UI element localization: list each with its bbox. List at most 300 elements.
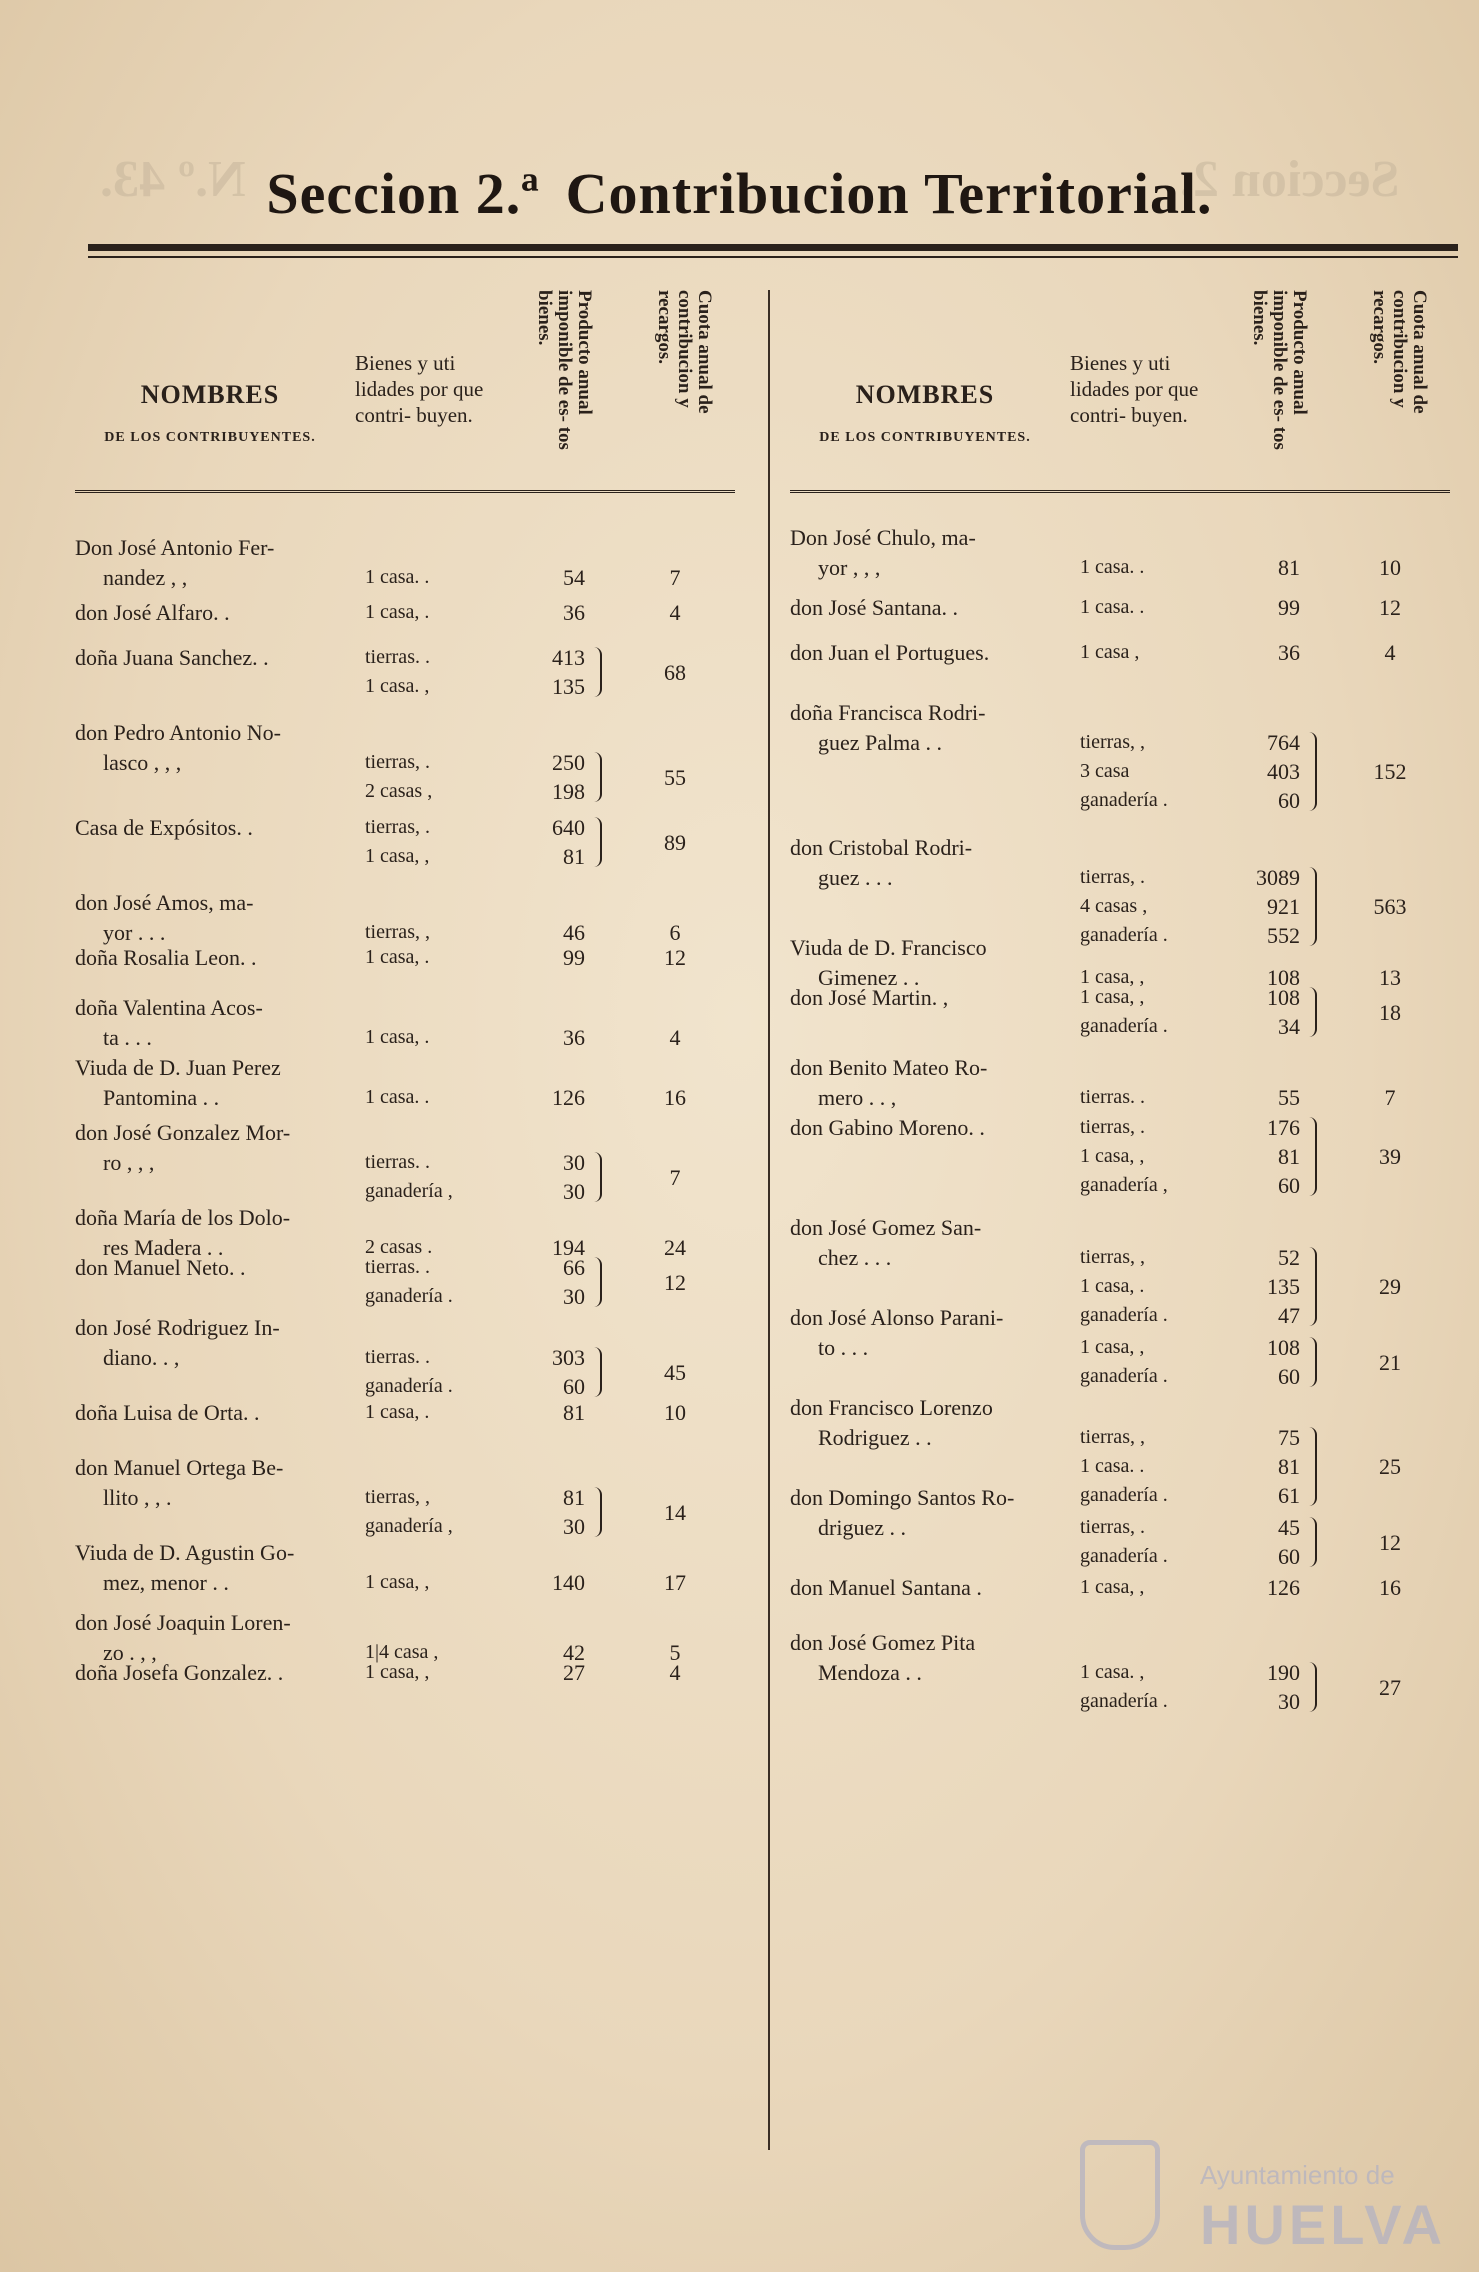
cuota-value: 4	[669, 1025, 681, 1050]
cuota-value: 39	[1379, 1144, 1401, 1169]
cuota-value: 7	[669, 565, 681, 590]
product-value: 30	[563, 1284, 585, 1309]
contributor-name-line: Mendoza . .	[818, 1660, 922, 1685]
contributor-name	[790, 1483, 1060, 1543]
contributor-name-line: doña Josefa Gonzalez. .	[75, 1660, 284, 1685]
goods-item: 1 casa, ,	[1080, 966, 1145, 988]
contributor-name	[790, 983, 1060, 1013]
cuota-value: 14	[664, 1499, 686, 1525]
cuota-value: 16	[1379, 1575, 1401, 1600]
goods-item: 1 casa. ,	[1080, 1661, 1145, 1683]
contributor-name-line: don Pedro Antonio No-	[75, 720, 281, 745]
product-value: 764	[1267, 730, 1300, 755]
goods-item: ganadería .	[1080, 924, 1168, 946]
product-value: 552	[1267, 923, 1300, 948]
product-values	[1210, 1083, 1300, 1112]
product-values	[495, 598, 585, 627]
left-column	[75, 270, 735, 1685]
cuota-value: 10	[1379, 555, 1401, 580]
header-cuota: Cuota anual de contribucion y recargos.	[654, 290, 715, 414]
goods-item: ganadería .	[1080, 1365, 1168, 1387]
goods-item: 1 casa, ,	[1080, 1336, 1145, 1358]
goods-item: ganadería .	[365, 1375, 453, 1397]
goods-item: ganadería .	[1080, 1690, 1168, 1712]
contributor-name-line: doña Luisa de Orta. .	[75, 1400, 260, 1425]
goods-list	[1080, 863, 1230, 950]
cuota-value: 16	[664, 1085, 686, 1110]
product-value: 99	[1278, 595, 1300, 620]
cuota-value: 13	[1379, 965, 1401, 990]
contributor-name-line: doña María de los Dolo-	[75, 1205, 291, 1230]
left-table-header	[75, 270, 735, 493]
goods-item: tierras, ,	[1080, 731, 1145, 753]
contributor-name-line: ro , , ,	[103, 1150, 155, 1175]
header-bienes: Bienes y uti lidades por que contri- buyen.	[1070, 351, 1199, 427]
goods-item: 1 casa, .	[365, 601, 430, 623]
product-value: 46	[563, 920, 585, 945]
goods-list	[1080, 553, 1230, 582]
product-value: 55	[1278, 1085, 1300, 1110]
cuota-value: 152	[1373, 759, 1407, 784]
contributor-name-line: don José Rodriguez In-	[75, 1315, 280, 1340]
goods-list	[365, 598, 515, 627]
goods-item: ganadería .	[365, 1285, 453, 1307]
goods-item: 4 casas ,	[1080, 895, 1148, 917]
cuota-value: 17	[664, 1570, 686, 1595]
contributor-name	[790, 1053, 1060, 1113]
header-producto: Producto anual imponible de es- tos bienes.	[1249, 290, 1310, 450]
product-values	[1210, 1113, 1300, 1200]
goods-item: tierras, .	[365, 816, 430, 838]
contributor-name-line: don Cristobal Rodri-	[790, 835, 973, 860]
goods-item: 1 casa, .	[365, 1026, 430, 1048]
brace	[590, 752, 602, 802]
brace	[590, 1257, 602, 1307]
product-value: 921	[1267, 894, 1300, 919]
contributor-name	[75, 1313, 345, 1373]
product-values	[1210, 1243, 1300, 1330]
product-value: 34	[1278, 1014, 1300, 1039]
product-values	[495, 943, 585, 972]
product-values	[495, 813, 585, 871]
product-values	[1210, 863, 1300, 950]
contributor-name	[75, 718, 345, 778]
goods-item: ganadería .	[1080, 1304, 1168, 1326]
cuota-value: 7	[669, 1164, 681, 1190]
watermark-line1: Ayuntamiento de	[1200, 2160, 1395, 2190]
contributor-name	[75, 1538, 345, 1598]
goods-list	[365, 1568, 515, 1597]
contributor-name-line: res Madera . .	[103, 1235, 224, 1260]
contributor-name	[75, 1398, 345, 1428]
goods-list	[1080, 983, 1230, 1041]
contributor-name-line: ta . . .	[103, 1025, 152, 1050]
product-value: 250	[552, 750, 585, 775]
contributor-name-line: Viuda de D. Juan Perez	[75, 1055, 281, 1080]
contributor-name	[790, 1393, 1060, 1453]
goods-item: tierras. .	[365, 1256, 430, 1278]
brace	[1305, 1662, 1317, 1712]
contributor-name-line: don Domingo Santos Ro-	[790, 1485, 1015, 1510]
goods-list	[365, 1658, 515, 1687]
goods-item: 1 casa, ,	[365, 1571, 430, 1593]
contributor-name	[790, 1628, 1060, 1688]
goods-item: 1 casa, ,	[365, 1661, 430, 1683]
goods-item: tierras. .	[365, 1346, 430, 1368]
header-cuota: Cuota anual de contribucion y recargos.	[1369, 290, 1430, 414]
goods-item: 1 casa. .	[1080, 1455, 1145, 1477]
contributor-name-line: Don José Chulo, ma-	[790, 525, 976, 550]
contributor-name-line: guez Palma . .	[818, 730, 943, 755]
product-values	[495, 1398, 585, 1427]
product-values	[1210, 593, 1300, 622]
goods-item: ganadería .	[1080, 789, 1168, 811]
product-values	[1210, 1658, 1300, 1716]
brace	[1305, 1337, 1317, 1387]
cuota-value: 563	[1373, 894, 1407, 919]
goods-item: 1 casa. .	[1080, 556, 1145, 578]
goods-item: 1 casa, ,	[1080, 1576, 1145, 1598]
product-values	[495, 643, 585, 701]
contributor-name-line: Rodriguez . .	[818, 1425, 932, 1450]
cuota-value: 12	[1379, 595, 1401, 620]
title-rule-thick	[88, 244, 1458, 251]
goods-list	[1080, 638, 1230, 667]
product-value: 108	[1267, 985, 1300, 1010]
contributor-name-line: don Gabino Moreno. .	[790, 1115, 985, 1140]
product-value: 640	[552, 815, 585, 840]
goods-list	[365, 563, 515, 592]
contributor-name-line: driguez . .	[818, 1515, 906, 1540]
goods-list	[365, 1483, 515, 1541]
product-value: 61	[1278, 1483, 1300, 1508]
product-values	[495, 563, 585, 592]
contributor-name	[790, 1113, 1060, 1143]
contributor-name-line: don Francisco Lorenzo	[790, 1395, 993, 1420]
goods-list	[365, 943, 515, 972]
column-divider	[768, 290, 770, 2150]
product-value: 108	[1267, 1335, 1300, 1360]
cuota-value: 12	[664, 1269, 686, 1295]
contributor-name-line: don José Gomez Pita	[790, 1630, 976, 1655]
bleed-through-right: Seccion 2.	[1180, 151, 1400, 208]
product-value: 30	[563, 1179, 585, 1204]
goods-list	[365, 813, 515, 871]
goods-item: 1 casa, .	[1080, 1275, 1145, 1297]
contributor-name	[790, 638, 1060, 668]
cuota-value: 68	[664, 659, 686, 685]
brace	[590, 817, 602, 867]
goods-item: 2 casas .	[365, 1236, 433, 1258]
goods-item: ganadería .	[1080, 1484, 1168, 1506]
product-value: 42	[563, 1640, 585, 1665]
header-producto: Producto anual imponible de es- tos bienes.	[534, 290, 595, 450]
goods-item: 2 casas ,	[365, 780, 433, 802]
goods-list	[1080, 593, 1230, 622]
product-value: 36	[563, 1025, 585, 1050]
cuota-value: 29	[1379, 1274, 1401, 1299]
contributor-name-line: Don José Antonio Fer-	[75, 535, 275, 560]
brace	[590, 1347, 602, 1397]
product-value: 126	[1267, 1575, 1300, 1600]
contributor-name	[75, 598, 345, 628]
contributor-name-line: mero . . ,	[818, 1085, 897, 1110]
goods-list	[365, 1083, 515, 1112]
product-value: 27	[563, 1660, 585, 1685]
product-value: 176	[1267, 1115, 1300, 1140]
contributor-name-line: doña Juana Sanchez. .	[75, 645, 269, 670]
product-value: 135	[552, 674, 585, 699]
product-value: 135	[1267, 1274, 1300, 1299]
product-value: 36	[563, 600, 585, 625]
contributor-name-line: don Juan el Portugues.	[790, 640, 990, 665]
product-values	[1210, 553, 1300, 582]
header-names-big: NOMBRES	[855, 380, 995, 409]
brace	[1305, 1247, 1317, 1326]
goods-list	[1080, 728, 1230, 815]
contributor-name-line: Viuda de D. Francisco	[790, 935, 987, 960]
cuota-value: 27	[1379, 1674, 1401, 1700]
product-value: 45	[1278, 1515, 1300, 1540]
product-value: 140	[552, 1570, 585, 1595]
product-value: 75	[1278, 1425, 1300, 1450]
contributor-name-line: mez, menor . .	[103, 1570, 229, 1595]
contributor-name-line: doña Valentina Acos-	[75, 995, 263, 1020]
header-names-big: NOMBRES	[140, 380, 280, 409]
product-value: 52	[1278, 1245, 1300, 1270]
product-values	[495, 1568, 585, 1597]
contributor-name	[790, 593, 1060, 623]
goods-list	[365, 1343, 515, 1401]
contributor-name-line: lasco , , ,	[103, 750, 182, 775]
goods-list	[1080, 1513, 1230, 1571]
contributor-name-line: don José Gomez San-	[790, 1215, 982, 1240]
product-value: 30	[563, 1514, 585, 1539]
contributor-name-line: zo . , ,	[103, 1640, 157, 1665]
brace	[1305, 1517, 1317, 1567]
coat-of-arms-icon	[1080, 2140, 1160, 2250]
product-value: 403	[1267, 759, 1300, 784]
cuota-value: 10	[664, 1400, 686, 1425]
goods-item: tierras, ,	[365, 921, 430, 943]
goods-list	[365, 1148, 515, 1206]
contributor-name-line: don Manuel Neto. .	[75, 1255, 246, 1280]
goods-list	[1080, 1243, 1230, 1330]
contributor-name-line: don José Alfaro. .	[75, 600, 230, 625]
goods-list	[365, 1398, 515, 1427]
product-value: 126	[552, 1085, 585, 1110]
product-value: 54	[563, 565, 585, 590]
cuota-value: 55	[664, 764, 686, 790]
product-value: 36	[1278, 640, 1300, 665]
goods-list	[365, 748, 515, 806]
contributor-name	[790, 833, 1060, 893]
cuota-value: 4	[669, 600, 681, 625]
brace	[590, 1487, 602, 1537]
cuota-value: 18	[1379, 999, 1401, 1025]
title-rule-thin	[88, 256, 1458, 258]
contributor-name-line: Viuda de D. Agustin Go-	[75, 1540, 295, 1565]
goods-item: ganadería .	[1080, 1015, 1168, 1037]
goods-list	[365, 1253, 515, 1311]
page-title	[0, 160, 1479, 227]
contributor-name-line: don José Martin. ,	[790, 985, 949, 1010]
brace	[590, 1152, 602, 1202]
goods-item: tierras, ,	[1080, 1426, 1145, 1448]
goods-list	[365, 643, 515, 701]
goods-item: 1 casa, .	[365, 946, 430, 968]
contributor-name-line: don Manuel Ortega Be-	[75, 1455, 284, 1480]
cuota-value: 7	[1384, 1085, 1396, 1110]
contributor-name-line: don Benito Mateo Ro-	[790, 1055, 988, 1080]
contributor-name	[790, 1303, 1060, 1363]
contributor-name	[75, 993, 345, 1053]
product-values	[495, 1148, 585, 1206]
watermark	[1080, 2140, 1460, 2260]
product-value: 30	[1278, 1689, 1300, 1714]
product-values	[1210, 638, 1300, 667]
cuota-value: 24	[664, 1235, 686, 1260]
contributor-name-line: llito , , .	[103, 1485, 172, 1510]
contributor-name-line: don José Santana. .	[790, 595, 959, 620]
product-value: 60	[1278, 1364, 1300, 1389]
product-value: 66	[563, 1255, 585, 1280]
product-value: 30	[563, 1150, 585, 1175]
cuota-value: 45	[664, 1359, 686, 1385]
header-bienes: Bienes y uti lidades por que contri- buyen.	[355, 351, 484, 427]
contributor-name-line: don Manuel Santana .	[790, 1575, 982, 1600]
cuota-value: 89	[664, 829, 686, 855]
header-names-small: DE LOS CONTRIBUYENTES.	[819, 430, 1031, 445]
product-value: 108	[1267, 965, 1300, 990]
contributor-name-line: yor , , ,	[818, 555, 881, 580]
goods-item: 3 casa	[1080, 760, 1130, 782]
product-values	[495, 1483, 585, 1541]
contributor-name-line: Pantomina . .	[103, 1085, 220, 1110]
contributor-name	[790, 523, 1060, 583]
product-values	[495, 1343, 585, 1401]
product-values	[1210, 1333, 1300, 1391]
section-label: Seccion 2.ª	[266, 161, 540, 226]
goods-item: 1 casa, ,	[1080, 986, 1145, 1008]
right-table-header	[790, 270, 1450, 493]
goods-list	[1080, 1573, 1230, 1602]
brace	[1305, 987, 1317, 1037]
contributor-name-line: doña Francisca Rodri-	[790, 700, 986, 725]
product-value: 190	[1267, 1660, 1300, 1685]
product-value: 81	[1278, 1144, 1300, 1169]
goods-item: 1|4 casa ,	[365, 1641, 439, 1663]
brace	[1305, 732, 1317, 811]
brace	[1305, 1117, 1317, 1196]
contributor-name	[75, 888, 345, 948]
brace	[590, 647, 602, 697]
cuota-value: 12	[664, 945, 686, 970]
contributor-name-line: don José Gonzalez Mor-	[75, 1120, 291, 1145]
product-values	[1210, 1573, 1300, 1602]
cuota-value: 4	[1384, 640, 1396, 665]
product-values	[1210, 728, 1300, 815]
product-values	[495, 1658, 585, 1687]
header-names	[790, 380, 1060, 446]
goods-list	[365, 1023, 515, 1052]
product-value: 99	[563, 945, 585, 970]
contributor-name	[790, 698, 1060, 758]
header-names-small: DE LOS CONTRIBUYENTES.	[104, 430, 316, 445]
goods-item: tierras. .	[365, 646, 430, 668]
product-value: 413	[552, 645, 585, 670]
right-column	[790, 270, 1450, 1714]
goods-item: 1 casa, ,	[1080, 1145, 1145, 1167]
contributor-name	[75, 943, 345, 973]
goods-item: 1 casa ,	[1080, 641, 1140, 663]
contributor-name	[790, 1213, 1060, 1273]
goods-list	[1080, 1423, 1230, 1510]
goods-item: tierras. .	[365, 1151, 430, 1173]
contributor-name	[75, 1053, 345, 1113]
contributor-name-line: yor . . .	[103, 920, 166, 945]
goods-item: 1 casa. .	[365, 566, 430, 588]
goods-item: 1 casa, .	[365, 1401, 430, 1423]
header-names	[75, 380, 345, 446]
bleed-through-left: N.º 43.	[100, 151, 246, 208]
product-value: 60	[1278, 1544, 1300, 1569]
goods-list	[1080, 1083, 1230, 1112]
goods-item: 1 casa, ,	[365, 845, 430, 867]
product-values	[495, 748, 585, 806]
contributor-name-line: guez . . .	[818, 865, 893, 890]
title-text: Contribucion Territorial.	[565, 161, 1213, 226]
goods-item: tierras, .	[1080, 1516, 1145, 1538]
goods-item: tierras, .	[1080, 1116, 1145, 1138]
contributor-name-line: doña Rosalia Leon. .	[75, 945, 257, 970]
product-value: 81	[563, 1400, 585, 1425]
product-value: 60	[1278, 1173, 1300, 1198]
goods-item: tierras, ,	[1080, 1246, 1145, 1268]
goods-item: tierras, .	[365, 751, 430, 773]
product-values	[495, 1253, 585, 1311]
product-value: 3089	[1256, 865, 1300, 890]
contributor-name	[75, 1658, 345, 1688]
goods-list	[1080, 1113, 1230, 1200]
goods-list	[1080, 1658, 1230, 1716]
product-value: 81	[1278, 555, 1300, 580]
goods-item: 1 casa. ,	[365, 675, 430, 697]
contributor-name-line: don José Alonso Parani-	[790, 1305, 1004, 1330]
cuota-value: 12	[1379, 1529, 1401, 1555]
product-value: 60	[563, 1374, 585, 1399]
product-values	[495, 1023, 585, 1052]
product-values	[495, 1083, 585, 1112]
brace	[1305, 1427, 1317, 1506]
goods-list	[1080, 1333, 1230, 1391]
product-values	[1210, 983, 1300, 1041]
contributor-name-line: Casa de Expósitos. .	[75, 815, 253, 840]
goods-item: ganadería ,	[365, 1180, 453, 1202]
contributor-name	[790, 1573, 1060, 1603]
cuota-value: 21	[1379, 1349, 1401, 1375]
product-value: 81	[1278, 1454, 1300, 1479]
contributor-name	[75, 813, 345, 843]
brace	[1305, 867, 1317, 946]
product-value: 81	[563, 844, 585, 869]
cuota-value: 5	[669, 1640, 681, 1665]
cuota-value: 6	[669, 920, 681, 945]
contributor-name-line: don José Amos, ma-	[75, 890, 254, 915]
product-value: 198	[552, 779, 585, 804]
goods-item: 1 casa. .	[365, 1086, 430, 1108]
goods-item: 1 casa. .	[1080, 596, 1145, 618]
